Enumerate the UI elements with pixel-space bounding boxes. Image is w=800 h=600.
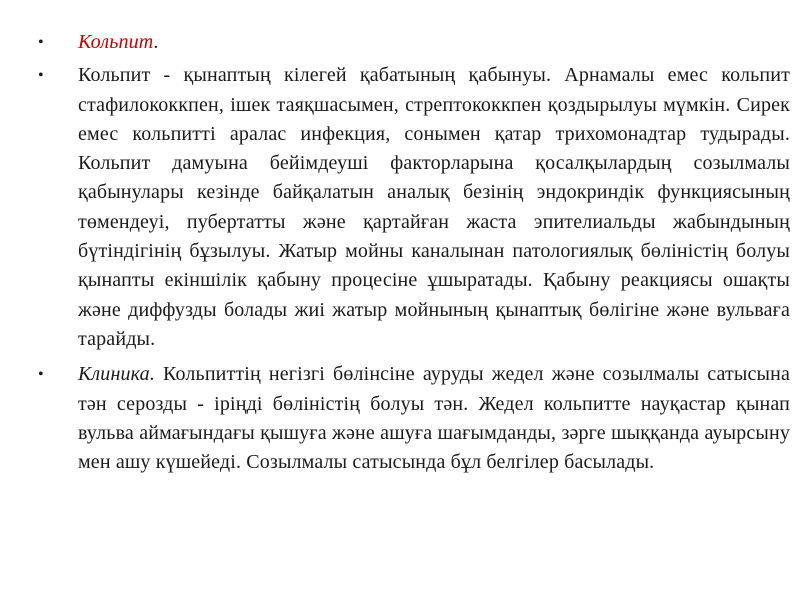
bullet-marker: •	[38, 34, 44, 51]
clinic-paragraph	[38, 360, 790, 477]
slide-title: Кольпит	[78, 31, 154, 53]
definition-text: Кольпит - қынаптың кілегей қабатының қабынуы. Арнамалы емес кольпит стафилококкпен, ішек таяқшасымен, стрептококкпен қоздырылуы мүмкін. Сирек емес кольпитті аралас инфекция, сонымен қатар трихомонадтар тудырады. Кольпит дамуына бейімдеуші факторларына қосалқылардың созылмалы қабынулары кезінде байқалатын аналық безінің эндокриндік функциясының төмендеуі, пубертатты және қартайған жаста эпителиальды жабындының бүтіндігінің бұзылуы. Жатыр мойны каналынан патологиялық бөліністің болуы қынапты екіншілік қабыну процесіне ұшыратады. Қабыну реакциясы ошақты және диффузды болады жиі жатыр мойнының қынаптық бөлігіне және вульваға тарайды.	[78, 64, 790, 350]
bullet-marker: •	[38, 67, 44, 85]
bullet-list	[38, 28, 790, 483]
title-bullet	[38, 28, 790, 57]
clinic-text: Кольпиттің негізгі бөлінсіне ауруды жедел және созылмалы сатысына тән серозды - іріңді бөліністің болуы тән. Жедел кольпитте науқастар қынап вульва аймағындағы қышуға және ашуға шағымданды, зәрге шыққанда ауырсыну мен ашу күшейеді. Созылмалы сатысында бұл белгілер басылады.	[78, 363, 790, 474]
slide-title-period: .	[153, 31, 159, 53]
clinic-lead: Клиника.	[78, 363, 155, 386]
bullet-marker: •	[38, 366, 44, 384]
definition-paragraph	[38, 61, 790, 354]
